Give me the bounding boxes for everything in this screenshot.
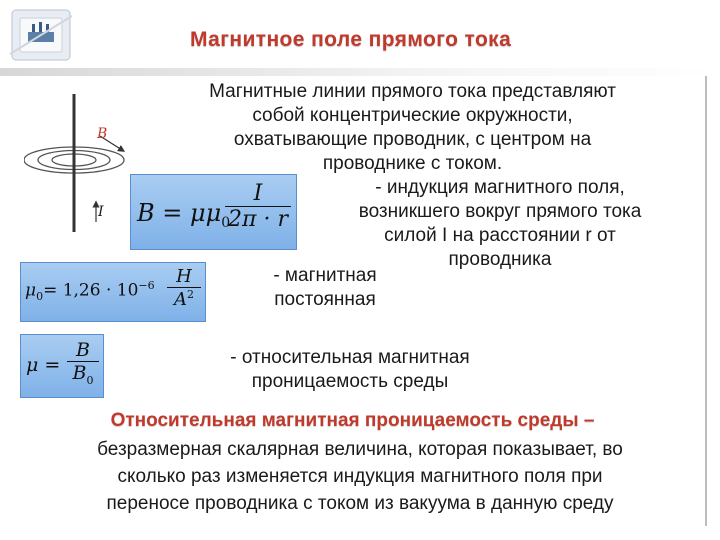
formula-mu0-numerator: H [176,266,192,287]
desc-line: - относительная магнитная [230,347,470,368]
definition-line: переносе проводника с током из вакуума в данную среду [106,493,614,514]
intro-line: собой концентрические окружности, [252,105,573,126]
formula-mu0-lhs: $\mu_0= 1,26 \cdot 10^{-6}$ [25,279,155,304]
definition-body [0,436,720,517]
formula-mu-box [20,334,104,398]
induction-description [310,176,690,272]
formula-b-lhs: $B = \mu\mu_0$ [137,199,231,231]
formula-b-numerator: I [253,181,263,206]
formula-b-box [130,174,297,250]
desc-line: проницаемость среды [251,371,449,392]
header-divider [0,68,720,76]
page-title: Магнитное поле прямого тока [190,28,512,51]
intro-line: охватывающие проводник, с центром на [233,129,592,150]
desc-line: - индукция магнитного поля, [375,177,625,198]
desc-line: постоянная [274,289,376,310]
formula-mu0-box [20,262,206,322]
intro-line: Магнитные линии прямого тока представляют [209,81,616,102]
formula-mu-denominator: $B_0$ [72,362,94,387]
formula-mu-fraction [67,339,99,387]
definition-term: Относительная магнитная проницаемость среды – [110,410,595,431]
formula-b-fraction [225,181,291,232]
formula-b-sub: 0 [221,214,231,231]
desc-line: - магнитная [273,265,377,286]
formula-mu0-denominator: $A^2$ [174,288,194,310]
vector-b-label: B [97,126,108,142]
formula-mu-numerator: B [76,339,90,361]
definition-line: безразмерная скалярная величина, которая показывает, во [97,439,623,460]
desc-line: проводника [448,249,552,270]
intro-text [140,80,685,176]
desc-line: силой I на расстоянии r от [384,225,616,246]
desc-line: возникшего вокруг прямого тока [358,201,642,222]
formula-mu-lhs: μ = [26,354,61,376]
current-label: I [98,204,104,220]
mu-description [185,346,515,394]
intro-line: проводнике с током. [322,153,503,174]
formula-b-denominator: 2π · r [228,207,288,232]
formula-mu0-fraction [167,266,201,310]
field-lines-diagram [24,92,134,237]
mu0-description [240,264,410,312]
definition-line: сколько раз изменяется индукция магнитного поля при [117,466,603,487]
logo-icon [6,4,76,66]
